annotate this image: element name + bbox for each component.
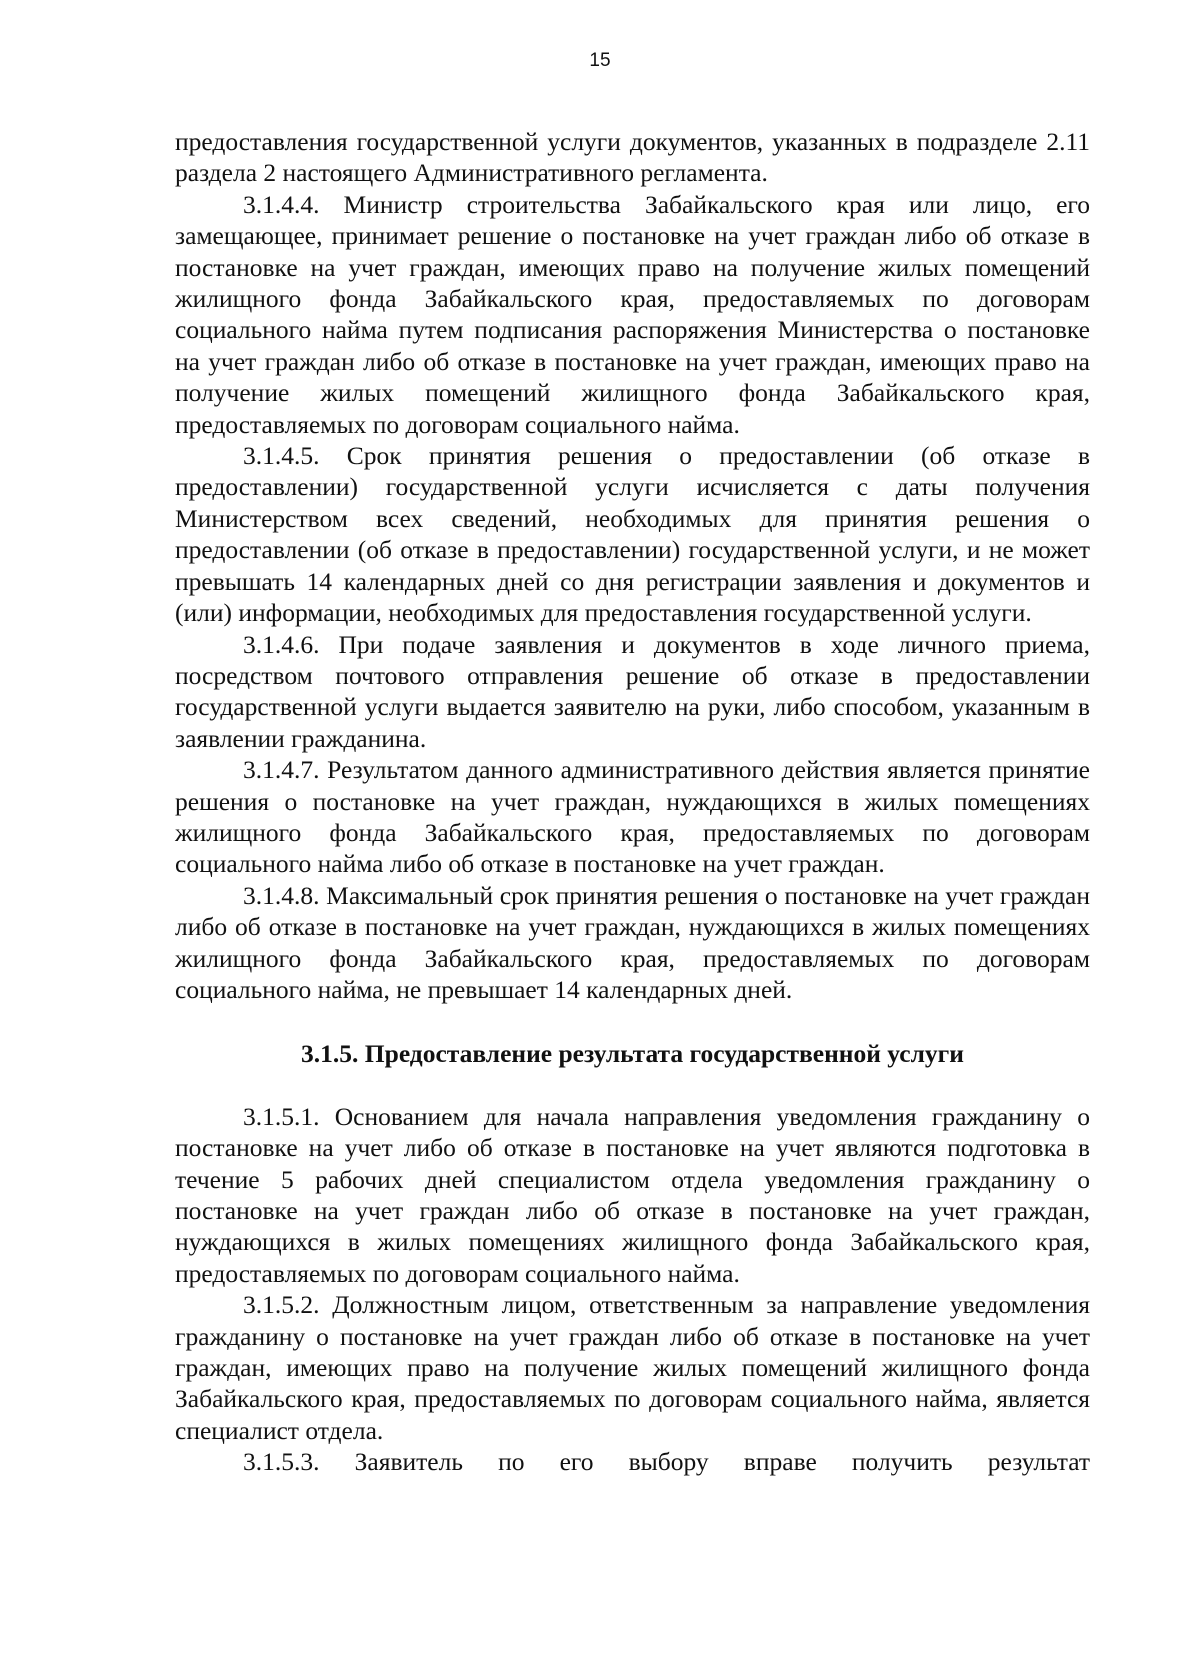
document-body bbox=[175, 126, 1090, 1478]
page-number: 15 bbox=[589, 50, 611, 71]
paragraph-3-1-4-7: 3.1.4.7. Результатом данного административного действия является принятие решения о постановке на учет граждан, нуждающихся в жилых помещениях жилищного фонда Забайкальского края, предоставляемых по договорам социального найма либо об отказе в постановке на учет граждан. bbox=[175, 755, 1090, 879]
paragraph-continuation: предоставления государственной услуги документов, указанных в подразделе 2.11 раздела 2 настоящего Административного регламента. bbox=[175, 127, 1090, 188]
paragraph-3-1-5-2: 3.1.5.2. Должностным лицом, ответственным за направление уведомления гражданину о постановке на учет граждан либо об отказе в постановке на учет граждан, имеющих право на получение жилых помещений жилищного фонда Забайкальского края, предоставляемых по договорам социального найма, является специалист отдела. bbox=[175, 1290, 1090, 1445]
paragraph-3-1-4-4: 3.1.4.4. Министр строительства Забайкальского края или лицо, его замещающее, принимает решение о постановке на учет граждан либо об отказе в постановке на учет граждан, имеющих право на получение жилых помещений жилищного фонда Забайкальского края, предоставляемых по договорам социального найма путем подписания распоряжения Министерства о постановке на учет граждан либо об отказе в постановке на учет граждан, имеющих право на получение жилых помещений жилищного фонда Забайкальского края, предоставляемых по договорам социального найма. bbox=[175, 189, 1090, 439]
section-heading: 3.1.5. Предоставление результата государственной услуги bbox=[301, 1039, 964, 1069]
paragraph-3-1-4-8: 3.1.4.8. Максимальный срок принятия решения о постановке на учет граждан либо об отказе в постановке на учет граждан, нуждающихся в жилых помещениях жилищного фонда Забайкальского края, предоставляемых по договорам социального найма, не превышает 14 календарных дней. bbox=[175, 880, 1090, 1004]
paragraph-3-1-4-5: 3.1.4.5. Срок принятия решения о предоставлении (об отказе в предоставлении) государственной услуги исчисляется с даты получения Министерством всех сведений, необходимых для принятия решения о предоставлении (об отказе в предоставлении) государственной услуги, и не может превышать 14 календарных дней со дня регистрации заявления и документов и (или) информации, необходимых для предоставления государственной услуги. bbox=[175, 441, 1090, 628]
paragraph-3-1-5-3: 3.1.5.3. Заявитель по его выбору вправе получить результат bbox=[243, 1447, 1090, 1477]
paragraph-3-1-4-6: 3.1.4.6. При подаче заявления и документов в ходе личного приема, посредством почтового отправления решение об отказе в предоставлении государственной услуги выдается заявителю на руки, либо способом, указанным в заявлении гражданина. bbox=[175, 629, 1090, 753]
paragraph-3-1-5-1: 3.1.5.1. Основанием для начала направления уведомления гражданину о постановке на учет либо об отказе в постановке на учет являются подготовка в течение 5 рабочих дней специалистом отдела уведомления гражданину о постановке на учет граждан либо об отказе в постановке на учет граждан, нуждающихся в жилых помещениях жилищного фонда Забайкальского края, предоставляемых по договорам социального найма. bbox=[175, 1101, 1090, 1288]
